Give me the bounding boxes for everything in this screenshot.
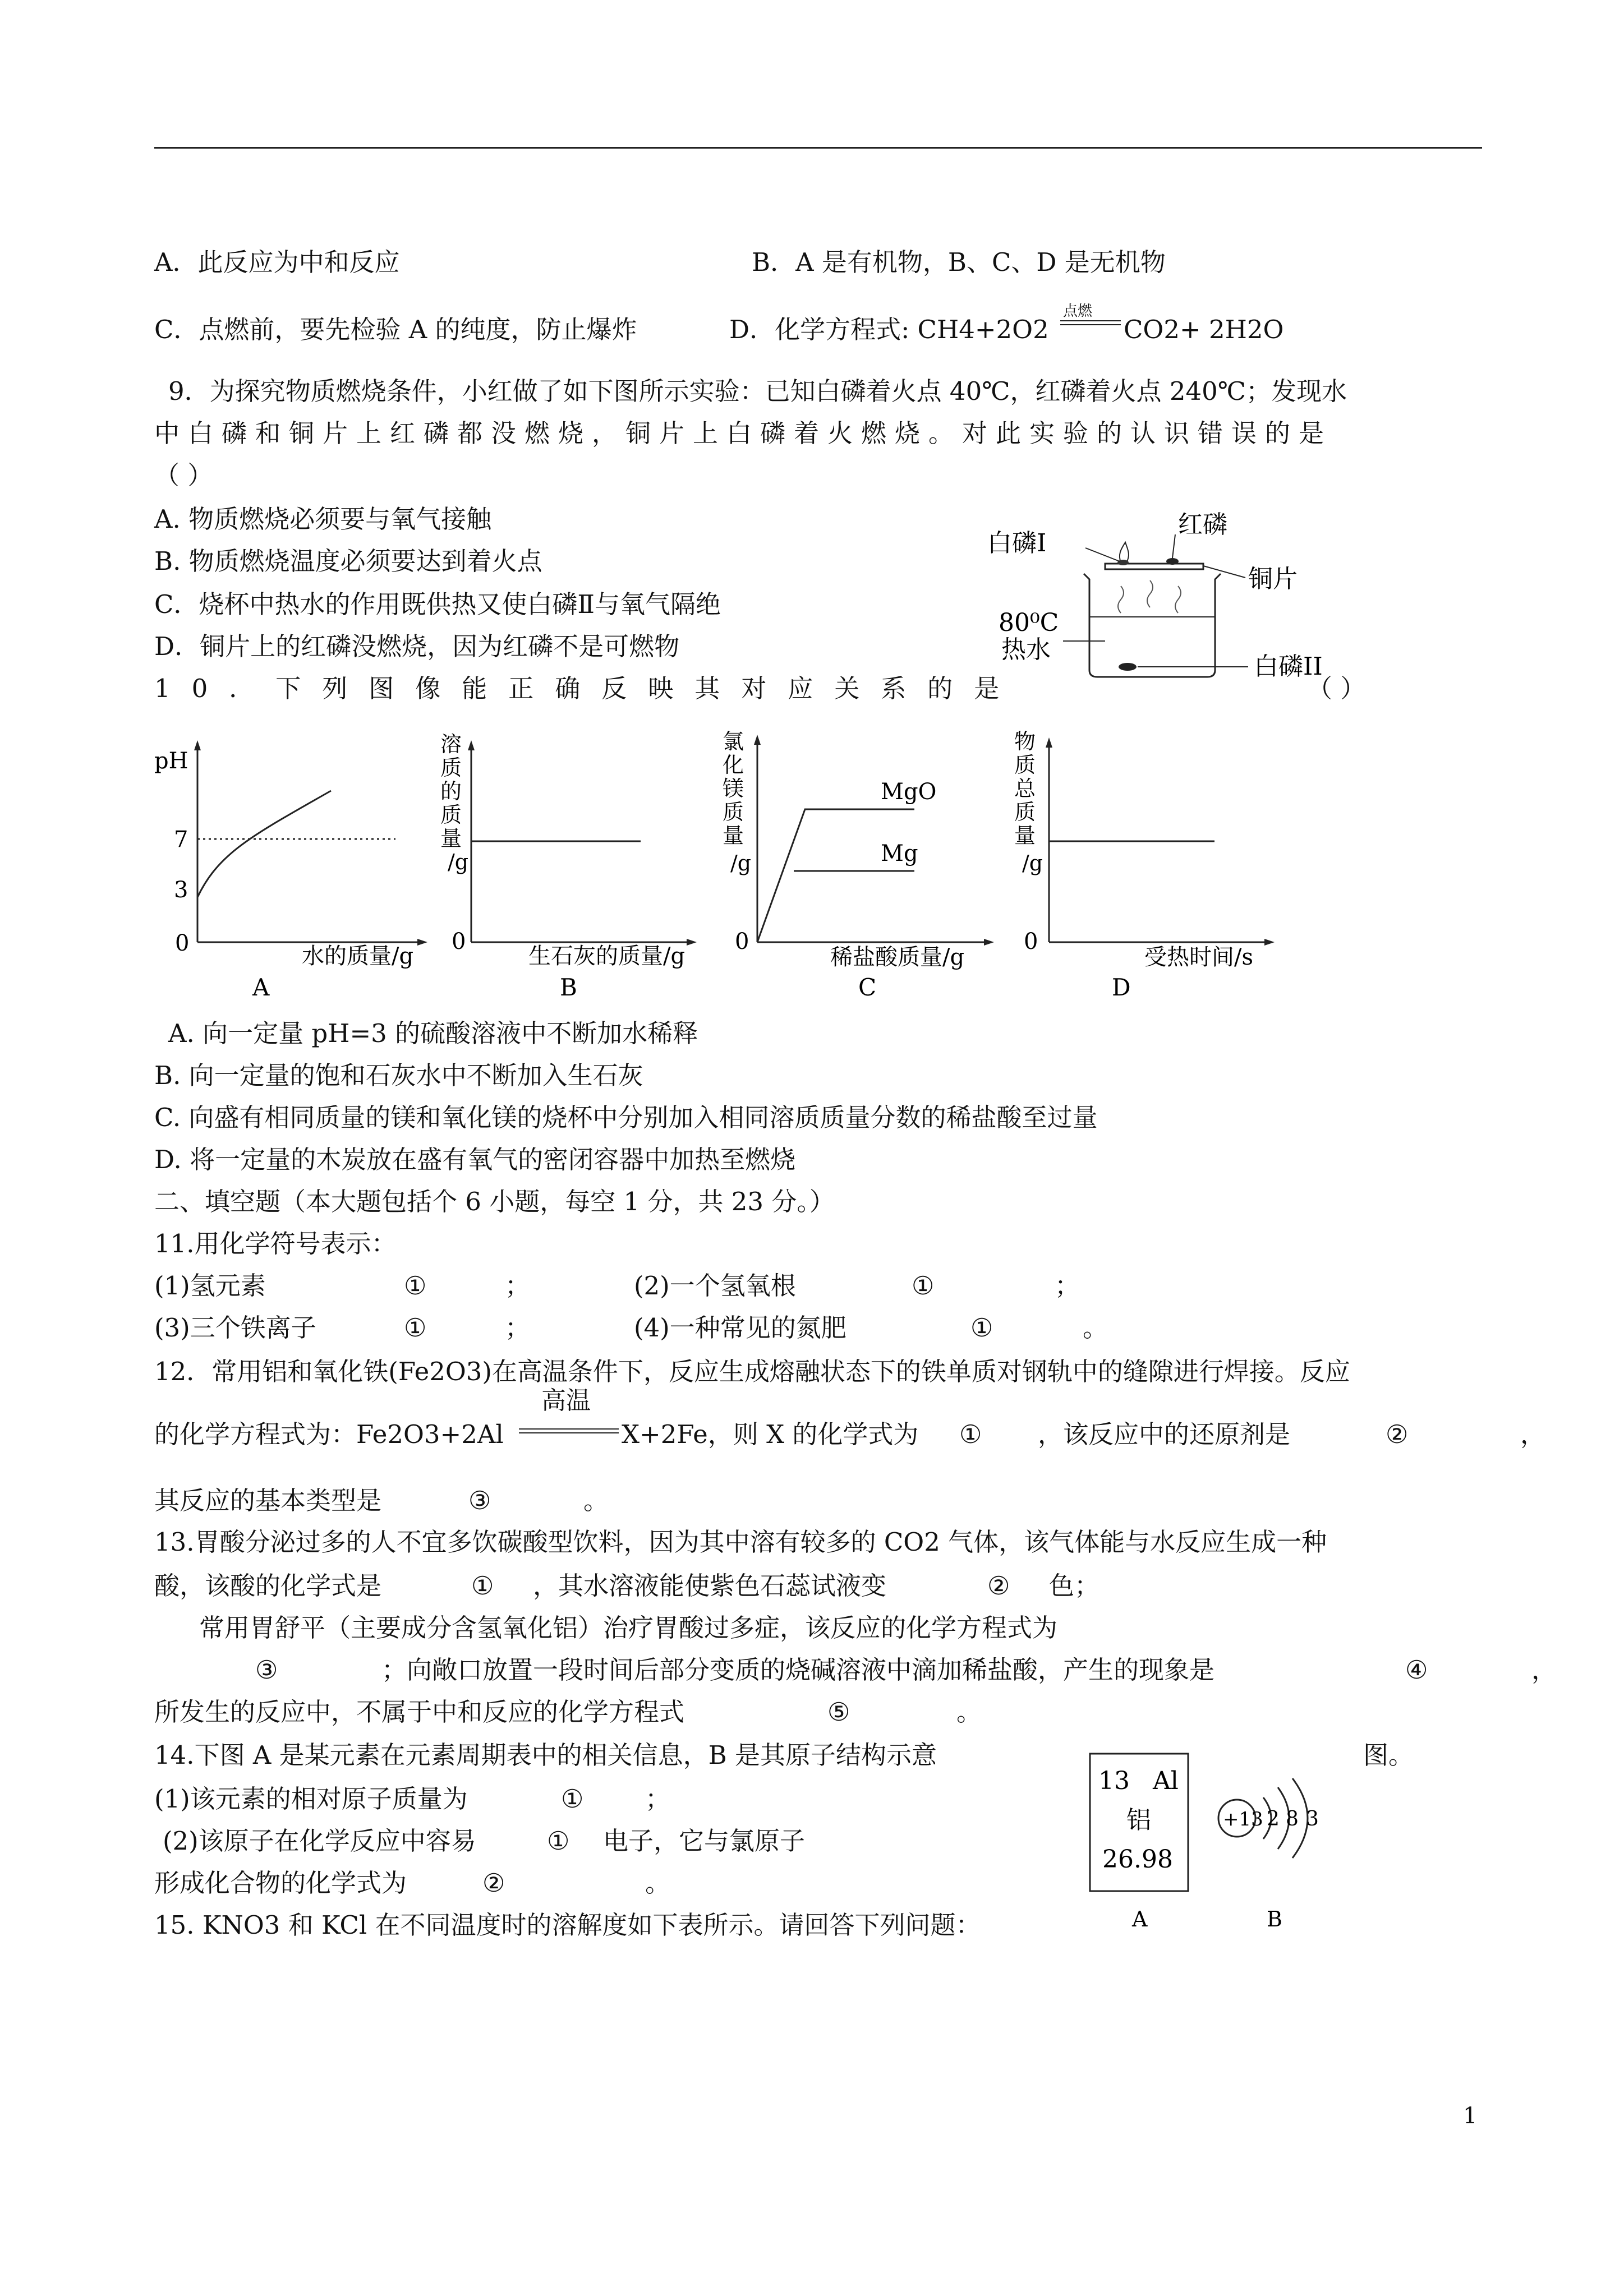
graph-a-letter: A <box>252 974 270 998</box>
q14-line3-b: 电子，它与氯原子 <box>603 1826 806 1856</box>
graph-c-letter: C <box>858 974 877 998</box>
q13-line1: 13.胃酸分泌过多的人不宜多饮碳酸型饮料，因为其中溶有较多的 CO2 气体，该气体能与水反应生成一种 <box>154 1527 1327 1557</box>
white-phosphorus-2 <box>1119 663 1137 671</box>
graph-d-ylabel: 物质总质量/g <box>1014 729 1043 875</box>
q12-line3: 其反应的基本类型是 <box>154 1486 382 1515</box>
q9-option-b: B. 物质燃烧温度必须要达到着火点 <box>154 546 542 576</box>
graph-c-series-mg: Mg <box>881 841 918 866</box>
q8-equals-arrow <box>1060 319 1122 328</box>
q12-equals-arrow <box>519 1427 620 1436</box>
graph-c-mgo-line <box>757 809 914 942</box>
q8-option-b: B．A 是有机物，B、C、D 是无机物 <box>752 247 1166 277</box>
label-red-phosphorus: 红磷 <box>1178 510 1227 539</box>
q13-blank3-marker: ③ <box>255 1655 278 1685</box>
q14-line1-end: 图。 <box>1363 1740 1414 1770</box>
graph-a-origin: 0 <box>175 930 190 956</box>
atom-nucleus-charge: +13 <box>1223 1808 1263 1831</box>
q10-option-c: C. 向盛有相同质量的镁和氧化镁的烧杯中分别加入相同溶质质量分数的稀盐酸至过量 <box>154 1103 1098 1132</box>
q10-option-d: D. 将一定量的木炭放在盛有氧气的密闭容器中加热至燃烧 <box>154 1145 796 1174</box>
q14-blank1b-marker: ① <box>547 1826 570 1856</box>
page-number: 1 <box>1463 2103 1478 2129</box>
q11-part2: (2)一个氢氧根 <box>634 1271 796 1301</box>
q12-blank2-marker: ② <box>1386 1419 1409 1449</box>
q10-stem: 10．下列图像能正确反映其对应关系的是 <box>154 674 1021 703</box>
q13-blank1-marker: ① <box>471 1571 494 1601</box>
graph-b-origin: 0 <box>452 929 466 955</box>
q12-line1: 12．常用铝和氧化铁(Fe2O3)在高温条件下，反应生成熔融状态下的铁单质对钢轨中的缝隙进行焊接。反应 <box>154 1357 1350 1386</box>
q13-line4-a: ；向敞口放置一段时间后部分变质的烧碱溶液中滴加稀盐酸，产生的现象是 <box>381 1655 1215 1685</box>
q13-blank5-marker: ⑤ <box>827 1697 850 1727</box>
label-copper: 铜片 <box>1248 565 1298 593</box>
graph-d-xlabel: 受热时间/s <box>1144 944 1254 970</box>
q14-blank2-marker: ② <box>482 1868 505 1898</box>
graph-d-origin: 0 <box>1024 929 1038 955</box>
graph-a-ylabel: pH <box>154 748 188 774</box>
electrons-shell-2: 8 <box>1286 1808 1299 1831</box>
q13-line2-a: 酸，该酸的化学式是 <box>154 1571 382 1601</box>
graph-c <box>718 729 1010 998</box>
red-phosphorus <box>1166 558 1179 565</box>
graph-a-xlabel: 水的质量/g <box>302 943 414 969</box>
q8-condition: 点燃 <box>1063 303 1093 320</box>
q11-semicolon3: ； <box>505 1313 531 1343</box>
element-name: 铝 <box>1126 1806 1151 1834</box>
q11-stem: 11.用化学符号表示： <box>154 1229 397 1258</box>
q13-comma: ， <box>1531 1655 1557 1685</box>
element-symbol: Al <box>1153 1767 1179 1795</box>
q8-option-a: A．此反应为中和反应 <box>154 247 400 277</box>
q11-period: 。 <box>1083 1313 1108 1343</box>
graph-a-tick-3: 3 <box>174 877 188 903</box>
q13-line3: 常用胃舒平（主要成分含氢氧化铝）治疗胃酸过多症，该反应的化学方程式为 <box>199 1613 1058 1643</box>
q14-element-figure <box>1088 1747 1380 1932</box>
q11-blank4-marker: ① <box>970 1313 993 1343</box>
header-rule <box>154 147 1482 149</box>
q10-option-b: B. 向一定量的饱和石灰水中不断加入生石灰 <box>154 1061 643 1090</box>
q12-line2-b: X+2Fe，则 X 的化学式为 <box>622 1419 919 1449</box>
q9-paren: （ ） <box>154 460 213 490</box>
graph-b <box>432 729 712 998</box>
white-phosphorus-1 <box>1117 560 1129 565</box>
graph-c-ylabel: 氯化镁质量/g <box>723 729 752 875</box>
graph-c-xlabel: 稀盐酸质量/g <box>830 944 965 970</box>
flame-icon <box>1120 542 1129 563</box>
q13-line2-b: ，其水溶液能使紫色石蕊试液变 <box>533 1571 887 1601</box>
q9-option-d: D．铜片上的红磷没燃烧，因为红磷不是可燃物 <box>154 631 680 661</box>
graph-a-curve <box>197 791 331 897</box>
q12-line2-c: ，该反应中的还原剂是 <box>1038 1419 1291 1449</box>
graph-b-ylabel: 溶质的质量/g <box>440 732 469 874</box>
q11-blank3-marker: ① <box>404 1313 427 1343</box>
q9-option-c: C．烧杯中热水的作用既供热又使白磷Ⅱ与氧气隔绝 <box>154 589 721 619</box>
q8-option-d: D．化学方程式: CH4+2O2 <box>729 315 1049 344</box>
q14-semicolon: ； <box>645 1784 671 1814</box>
q14-line2: (1)该元素的相对原子质量为 <box>154 1784 468 1814</box>
q13-line5: 所发生的反应中，不属于中和反应的化学方程式 <box>154 1697 685 1727</box>
electrons-shell-1: 2 <box>1267 1808 1280 1831</box>
graph-d-letter: D <box>1112 974 1131 998</box>
element-number: 13 <box>1098 1767 1130 1795</box>
q14-line1: 14.下图 A 是某元素在元素周期表中的相关信息，B 是其原子结构示意 <box>154 1740 937 1770</box>
label-white-phosphorus-1: 白磷Ⅰ <box>987 529 1047 557</box>
q14-line4: 形成化合物的化学式为 <box>154 1868 407 1898</box>
q15-stem: 15. KNO3 和 KCl 在不同温度时的溶解度如下表所示。请回答下列问题： <box>154 1910 981 1940</box>
element-mass: 26.98 <box>1102 1845 1173 1874</box>
q11-part1: (1)氢元素 <box>154 1271 266 1301</box>
q13-blank4-marker: ④ <box>1405 1655 1428 1685</box>
q14-blank1-marker: ① <box>561 1784 584 1814</box>
section-2-heading: 二、填空题（本大题包括个 6 小题，每空 1 分，共 23 分。） <box>154 1187 835 1216</box>
figure-label-b: B <box>1267 1907 1282 1931</box>
q12-blank1-marker: ① <box>959 1419 982 1449</box>
label-hot-water: 热水 <box>1001 635 1051 664</box>
q9-stem-line2: 中白磷和铜片上红磷都没燃烧，铜片上白磷着火燃烧。对此实验的认识错误的是 <box>154 418 1333 448</box>
q12-period: 。 <box>583 1486 609 1515</box>
graph-b-xlabel: 生石灰的质量/g <box>528 943 686 969</box>
q11-blank2-marker: ① <box>912 1271 935 1301</box>
q9-beaker-figure <box>987 508 1391 681</box>
graph-c-origin: 0 <box>735 929 749 955</box>
q11-blank1-marker: ① <box>404 1271 427 1301</box>
graph-b-letter: B <box>560 974 577 998</box>
q12-blank3-marker: ③ <box>468 1486 491 1515</box>
q8-option-c: C．点燃前，要先检验 A 的纯度，防止爆炸 <box>154 315 637 344</box>
q12-condition: 高温 <box>541 1386 591 1415</box>
q14-period: 。 <box>645 1868 671 1898</box>
q9-stem-line1: 9．为探究物质燃烧条件，小红做了如下图所示实验：已知白磷着火点 40℃，红磷着火点 240℃；发现水 <box>168 376 1347 406</box>
q8-option-d-products: CO2+ 2H2O <box>1124 315 1284 344</box>
q9-option-a: A. 物质燃烧必须要与氧气接触 <box>154 504 492 534</box>
q12-comma: ， <box>1520 1419 1546 1449</box>
graph-a <box>151 735 432 998</box>
electrons-shell-3: 3 <box>1306 1808 1319 1831</box>
q11-semicolon1: ； <box>505 1271 531 1301</box>
q10-paren: （ ） <box>1307 674 1366 703</box>
q10-option-a: A. 向一定量 pH=3 的硫酸溶液中不断加水稀释 <box>168 1018 698 1048</box>
q14-line3-a: (2)该原子在化学反应中容易 <box>163 1826 476 1856</box>
q13-line2-c: 色； <box>1049 1571 1100 1601</box>
graph-a-tick-7: 7 <box>174 827 188 852</box>
label-white-phosphorus-2: 白磷ⅠI <box>1254 652 1323 681</box>
q12-line2-a: 的化学方程式为：Fe2O3+2Al <box>154 1419 504 1449</box>
q13-period: 。 <box>956 1697 982 1727</box>
figure-label-a: A <box>1132 1907 1148 1931</box>
graph-c-series-mgo: MgO <box>881 779 937 805</box>
q11-part3: (3)三个铁离子 <box>154 1313 316 1343</box>
graph-d <box>1010 729 1290 998</box>
q13-blank2-marker: ② <box>987 1571 1010 1601</box>
q11-semicolon2: ； <box>1055 1271 1080 1301</box>
q11-part4: (4)一种常见的氮肥 <box>634 1313 846 1343</box>
label-temperature: 80⁰C <box>999 608 1059 637</box>
